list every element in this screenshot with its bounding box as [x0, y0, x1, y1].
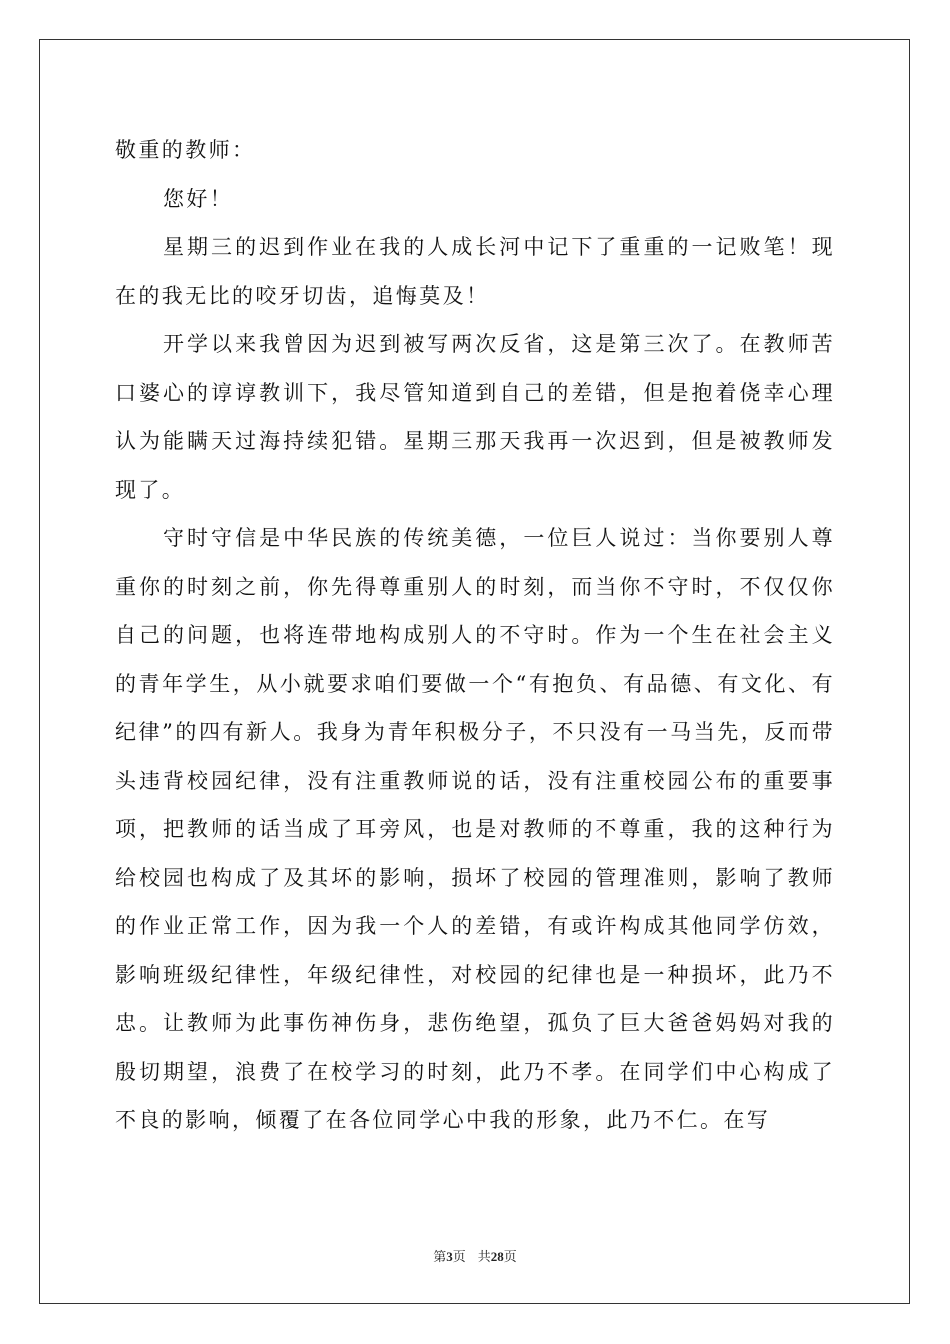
page-prefix: 第: [433, 1250, 447, 1265]
paragraph-1: 星期三的迟到作业在我的人成长河中记下了重重的一记败笔！现在的我无比的咬牙切齿，追悔莫及！: [115, 235, 835, 308]
paragraph-2: 开学以来我曾因为迟到被写两次反省，这是第三次了。在教师苦口婆心的谆谆教训下，我尽管知道到自己的差错，但是抱着侥幸心理认为能瞒天过海持续犯错。星期三那天我再一次迟到，但是被教师发现了。: [115, 332, 835, 502]
page-footer: [0, 1246, 950, 1265]
page-unit: 页: [452, 1250, 466, 1265]
salutation: 敬重的教师：: [115, 138, 256, 162]
total-prefix: 共: [477, 1250, 491, 1265]
total-unit: 页: [503, 1250, 517, 1265]
greeting: 您好！: [163, 186, 234, 211]
page-total: 28: [490, 1249, 504, 1264]
paragraph-3: 守时守信是中华民族的传统美德，一位巨人说过：当你要别人尊重你的时刻之前，你先得尊重别人的时刻，而当你不守时，不仅仅你自己的问题，也将连带地构成别人的不守时。作为一个生在社会主义的青年学生，从小就要求咱们要做一个“有抱负、有品德、有文化、有纪律”的四有新人。我身为青年积极分子，不只没有一马当先，反而带头违背校园纪律，没有注重教师说的话，没有注重校园公布的重要事项，把教师的话当成了耳旁风，也是对教师的不尊重，我的这种行为给校园也构成了及其坏的影响，损坏了校园的管理准则，影响了教师的作业正常工作，因为我一个人的差错，有或许构成其他同学仿效，影响班级纪律性，年级纪律性，对校园的纪律也是一种损坏，此乃不忠。让教师为此事伤神伤身，悲伤绝望，孤负了巨大爸爸妈妈对我的殷切期望，浪费了在校学习的时刻，此乃不孝。在同学们中心构成了不良的影响，倾覆了在各位同学心中我的形象，此乃不仁。在写: [115, 526, 835, 1132]
page-current: 3: [446, 1249, 453, 1264]
document-body: [115, 126, 835, 1145]
